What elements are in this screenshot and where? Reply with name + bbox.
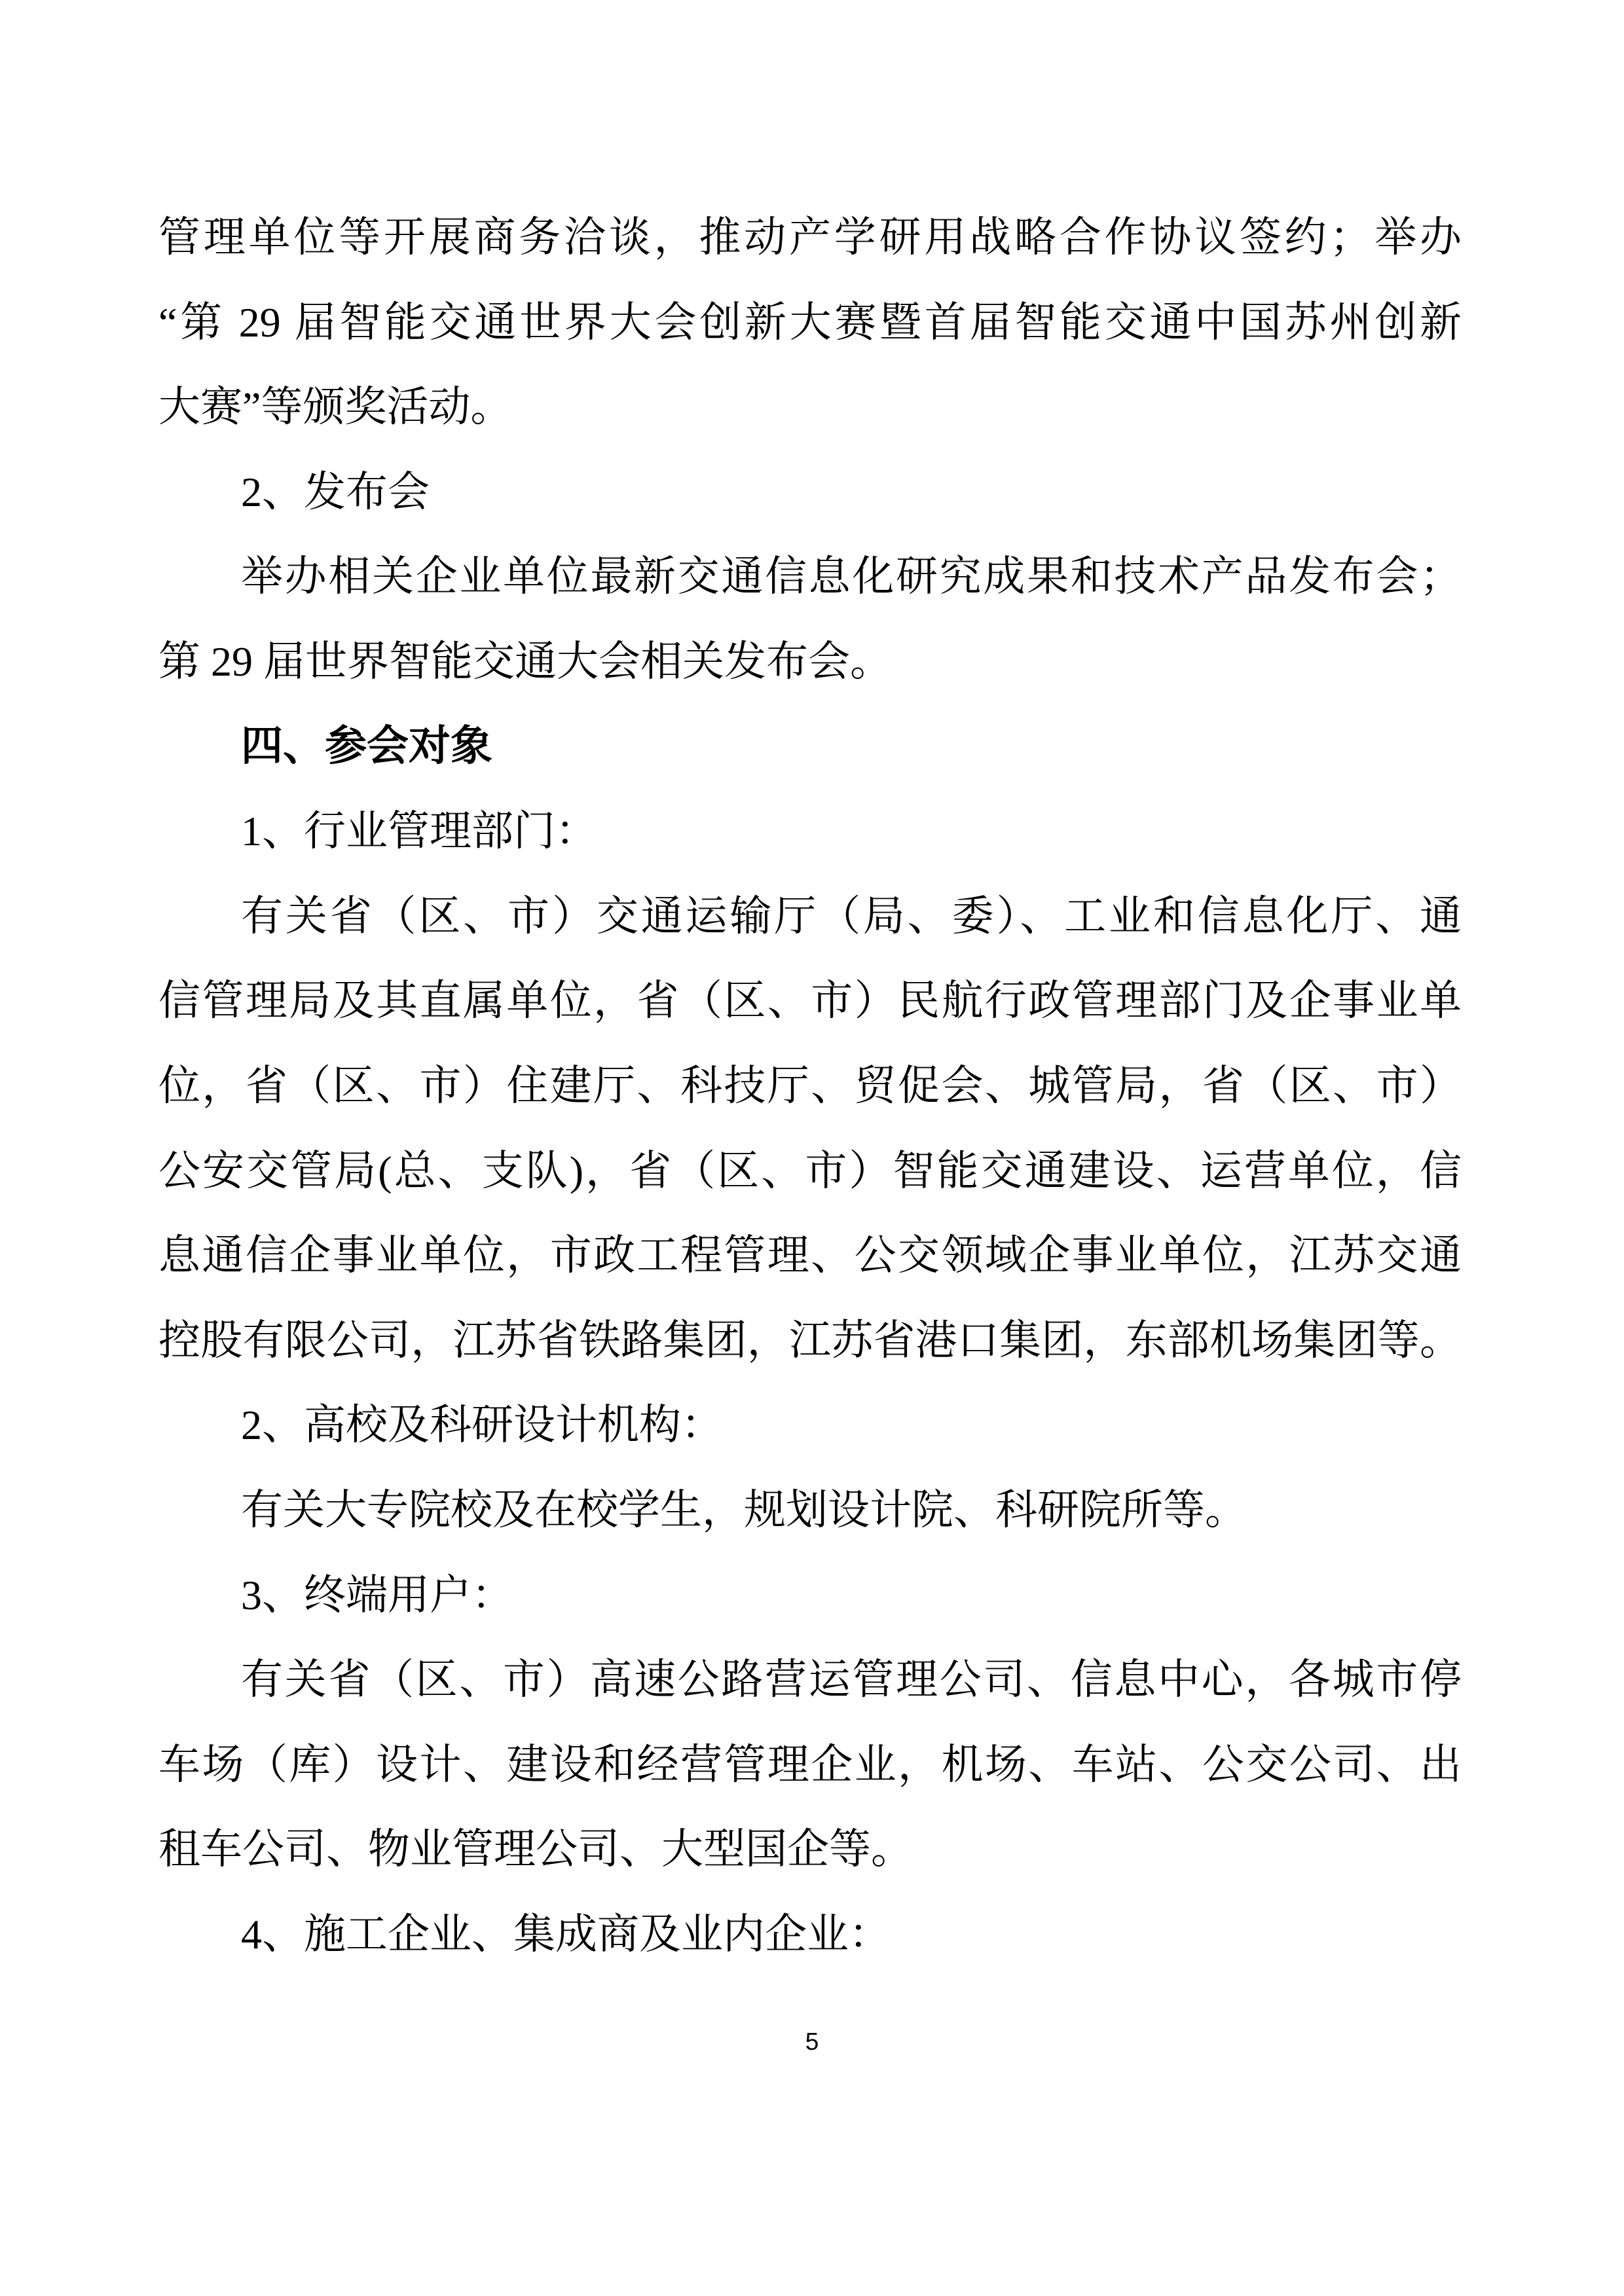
text-line: 举办相关企业单位最新交通信息化研究成果和技术产品发布会； <box>241 553 1462 600</box>
text-line: 1、行业管理部门： <box>241 808 597 855</box>
text-line: 公安交管局(总、支队)，省（区、市）智能交通建设、运营单位，信 <box>158 1147 1462 1194</box>
text-line: 位，省（区、市）住建厅、科技厅、贸促会、城管局，省（区、市） <box>158 1062 1462 1109</box>
page-number: 5 <box>805 2028 819 2055</box>
text-line: 租车公司、物业管理公司、大型国企等。 <box>158 1826 913 1873</box>
text-line: 第 29 届世界智能交通大会相关发布会。 <box>158 638 892 685</box>
section-heading: 四、参会对象 <box>241 721 492 771</box>
text-line: 2、高校及科研设计机构： <box>241 1402 723 1449</box>
document-body <box>158 195 1462 1977</box>
text-line: 控股有限公司，江苏省铁路集团，江苏省港口集团，东部机场集团等。 <box>158 1317 1462 1364</box>
text-line: 有关省（区、市）高速公路营运管理公司、信息中心，各城市停 <box>241 1656 1462 1704</box>
text-line: 管理单位等开展商务洽谈，推动产学研用战略合作协议签约；举办 <box>158 214 1462 261</box>
text-line: 有关大专院校及在校学生，规划设计院、科研院所等。 <box>241 1486 1247 1533</box>
text-line: 大赛”等颁奖活动。 <box>158 384 513 431</box>
text-line: 息通信企事业单位，市政工程管理、公交领域企事业单位，江苏交通 <box>158 1232 1462 1279</box>
text-line: 2、发布会 <box>241 468 430 515</box>
text-line: 4、施工企业、集成商及业内企业： <box>241 1910 891 1958</box>
text-line: 车场（库）设计、建设和经营管理企业，机场、车站、公交公司、出 <box>158 1741 1462 1788</box>
text-line: 有关省（区、市）交通运输厅（局、委）、工业和信息化厅、通 <box>241 892 1462 939</box>
text-line: “第 29 届智能交通世界大会创新大赛暨首届智能交通中国苏州创新 <box>158 299 1462 346</box>
text-line: 信管理局及其直属单位，省（区、市）民航行政管理部门及企事业单 <box>158 977 1462 1025</box>
text-line: 3、终端用户： <box>241 1571 513 1618</box>
